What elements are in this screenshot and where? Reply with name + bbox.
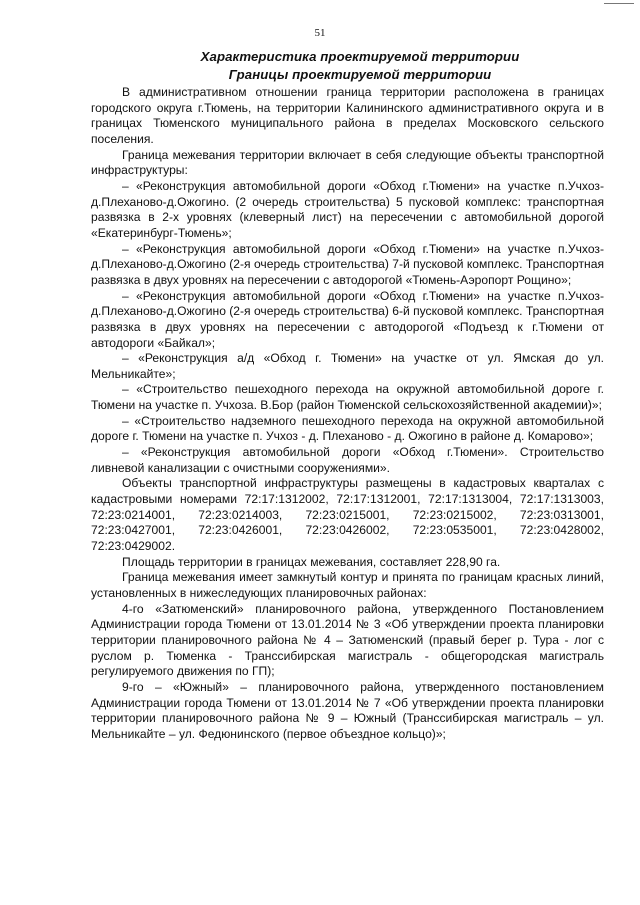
list-item: – «Реконструкция автомобильной дороги «Обход г.Тюмени» на участке п.Учхоз-д.Плеханово-д.Ожогино (2-я очередь строительства) 6-й пусковой комплекс. Транспортная развязка в двух уровнях на пересечении с автодорогой «Подъезд к г.Тюмени от автодороги «Байкал»; bbox=[91, 288, 604, 350]
list-item: – «Строительство пешеходного перехода на окружной автомобильной дороге г. Тюмени на участке п. Учхоза. В.Бор (район Тюменской сельскохозяйственной академии)»; bbox=[91, 382, 604, 413]
paragraph-location: В административном отношении граница территории расположена в границах городского округа г.Тюмень, на территории Калининского административного округа и в границах Тюменского муниципального района в пределах Московского сельского поселения. bbox=[91, 85, 604, 146]
paragraph-district-9: 9-го – «Южный» – планировочного района, утвержденного постановлением Администрации города Тюмени от 13.01.2014 № 7 «Об утверждении проекта планировки территории планировочного района № 9 – Южный (Транссибирская магистраль – ул. Мельникайте – ул. Федюнинского (первое объездное кольцо)»; bbox=[91, 679, 604, 741]
paragraph-boundary-intro: Граница межевания территории включает в себя следующие объекты транспортной инфраструктуры: bbox=[91, 147, 604, 178]
scan-corner-mark bbox=[604, 3, 634, 4]
list-item: – «Реконструкция а/д «Обход г. Тюмени» на участке от ул. Ямская до ул. Мельникайте»; bbox=[91, 351, 604, 381]
section-heading: Характеристика проектируемой территории bbox=[200, 49, 520, 64]
body-text bbox=[91, 85, 604, 743]
list-item: – «Строительство надземного пешеходного перехода на окружной автомобильной дороге г. Тюмени на участке п. Учхоз - д. Плеханово - д. Ожогино в районе д. Комарово»; bbox=[91, 413, 604, 444]
subsection-heading: Границы проектируемой территории bbox=[228, 67, 492, 82]
paragraph-district-4: 4-го «Затюменский» планировочного района, утвержденного Постановлением Администрации города Тюмени от 13.01.2014 № 3 «Об утверждении проекта планировки территории планировочного района № 4 – Затюменский (правый берег р. Тура - лог с руслом р. Тюменка - Транссибирская магистраль - общегородская магистраль регулируемого движения по ГП); bbox=[91, 601, 604, 679]
list-item: – «Реконструкция автомобильной дороги «Обход г.Тюмени». Строительство ливневой канализации с очистными сооружениями». bbox=[91, 445, 604, 475]
list-item: – «Реконструкция автомобильной дороги «Обход г.Тюмени» на участке п.Учхоз-д.Плеханово-д.Ожогино. (2 очередь строительства) 5 пусковой комплекс: транспортная развязка в 2-х уровнях (клеверный лист) на пересечении с автомобильной дорогой «Екатеринбург-Тюмень»; bbox=[91, 178, 604, 240]
paragraph-cadastral: Объекты транспортной инфраструктуры размещены в кадастровых кварталах с кадастровыми номерами 72:17:1312002, 72:17:1312001, 72:17:1313004, 72:17:1313003, 72:23:0214001, 72:23:0214003, 72:23:0215001, 72:23:0215002, 72:23:0313001, 72:23:0427001, 72:23:0426001, 72:23:0426002, 72:23:0535001, 72:23:0428002, 72:23:0429002. bbox=[91, 476, 604, 554]
paragraph-contour: Граница межевания имеет замкнутый контур и принята по границам красных линий, установленных в нижеследующих планировочных районах: bbox=[91, 570, 604, 600]
page-number: 51 bbox=[314, 27, 326, 39]
paragraph-area: Площадь территории в границах межевания, составляет 228,90 га. bbox=[122, 554, 501, 569]
list-item: – «Реконструкция автомобильной дороги «Обход г.Тюмени» на участке п.Учхоз-д.Плеханово-д.Ожогино (2-я очередь строительства) 7-й пусковой комплекс. Транспортная развязка в двух уровнях на пересечении с автодорогой «Тюмень-Аэропорт Рощино»; bbox=[91, 241, 604, 287]
